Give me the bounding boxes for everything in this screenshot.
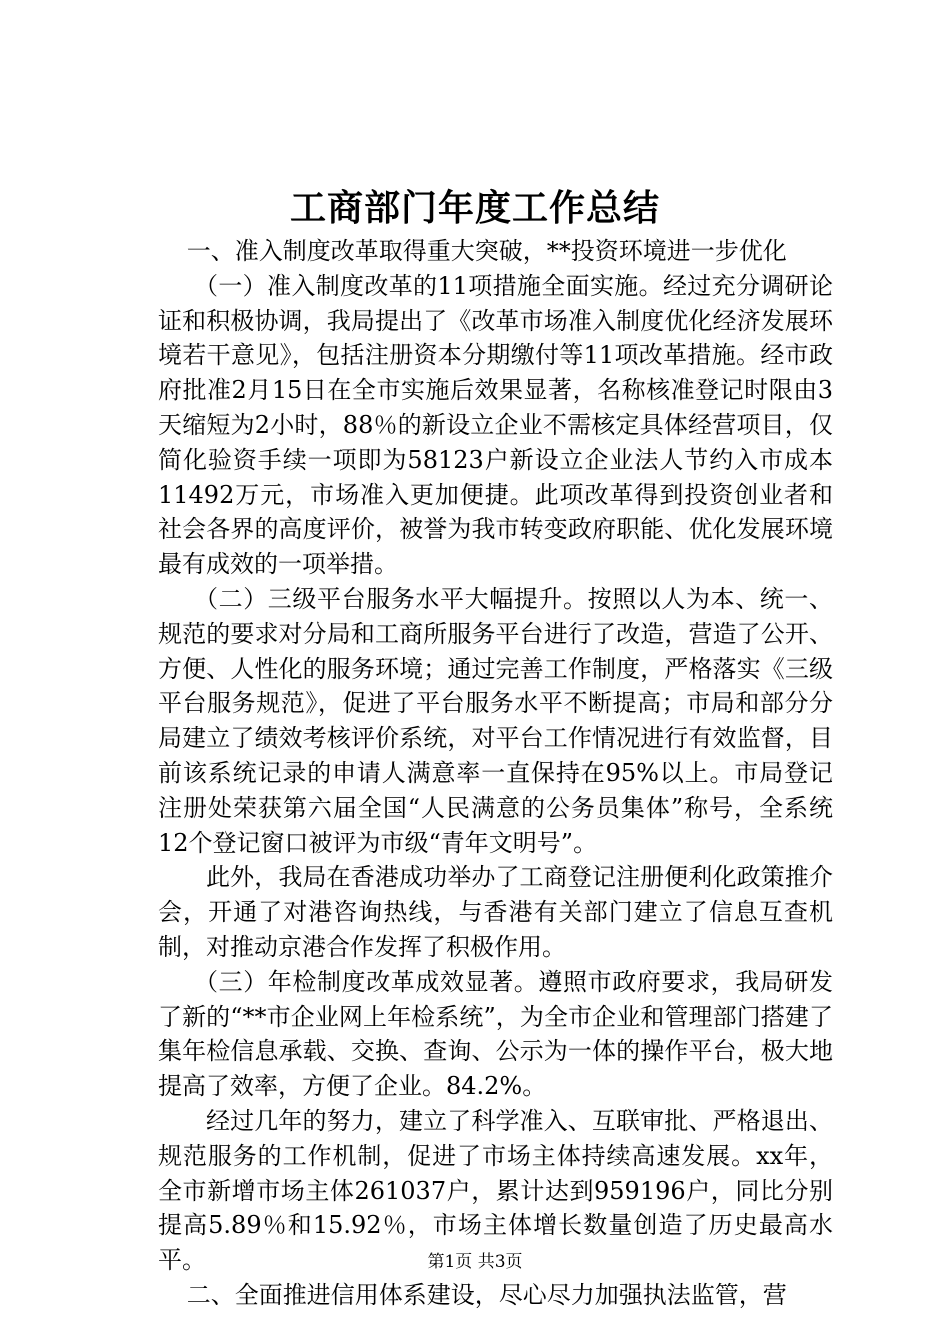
page-footer: 第1页 共3页 — [427, 1252, 523, 1272]
paragraph-1: （一）准入制度改革的11项措施全面实施。经过充分调研论证和积极协调，我局提出了《改革市场准入制度优化经济发展环境若干意见》，包括注册资本分期缴付等11项改革措施。经市政府批准2月15日在全市实施后效果显著，名称核准登记时限由3天缩短为2小时，88％的新设立企业不需核定具体经营项目，仅简化验资手续一项即为58123户新设立企业法人节约入市成本11492万元，市场准入更加便捷。此项改革得到投资创业者和社会各界的高度评价，被誉为我市转变政府职能、优化发展环境最有成效的一项举措。 — [158, 271, 833, 579]
section-heading-1: 一、准入制度改革取得重大突破，**投资环境进一步优化 — [186, 237, 787, 265]
paragraph-5: 经过几年的努力，建立了科学准入、互联审批、严格退出、规范服务的工作机制，促进了市场主体持续高速发展。xx年，全市新增市场主体261037户，累计达到959196户，同比分别提高5.89％和15.92％，市场主体增长数量创造了历史最高水平。 — [158, 1106, 833, 1275]
paragraph-3: 此外，我局在香港成功举办了工商登记注册便利化政策推介会，开通了对港咨询热线，与香港有关部门建立了信息互查机制，对推动京港合作发挥了积极作用。 — [158, 863, 833, 961]
section-heading-2: 二、全面推进信用体系建设，尽心尽力加强执法监管，营 — [186, 1280, 787, 1309]
document-title: 工商部门年度工作总结 — [289, 187, 660, 229]
paragraph-4: （三）年检制度改革成效显著。遵照市政府要求，我局研发了新的“**市企业网上年检系统”，为全市企业和管理部门搭建了集年检信息承载、交换、查询、公示为一体的操作平台，极大地提高了效率，方便了企业。84.2%。 — [158, 967, 833, 1101]
paragraph-2: （二）三级平台服务水平大幅提升。按照以人为本、统一、规范的要求对分局和工商所服务平台进行了改造，营造了公开、方便、人性化的服务环境；通过完善工作制度，严格落实《三级平台服务规范》，促进了平台服务水平不断提高；市局和部分分局建立了绩效考核评价系统，对平台工作情况进行有效监督，目前该系统记录的申请人满意率一直保持在95%以上。市局登记注册处荣获第六届全国“人民满意的公务员集体”称号，全系统12个登记窗口被评为市级“青年文明号”。 — [158, 584, 833, 857]
document-body — [158, 234, 833, 1313]
